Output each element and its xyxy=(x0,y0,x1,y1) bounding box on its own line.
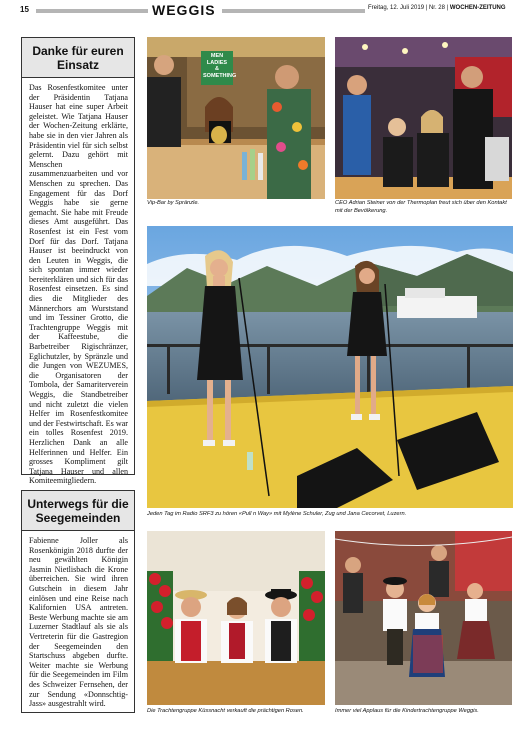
header-rule-right xyxy=(222,9,365,13)
article-thanks-box xyxy=(21,37,135,486)
caption-ceo: CEO Adrian Steiner von der Thermoplan freut sich über den Kontakt mit der Bevölkerung. xyxy=(335,200,507,214)
page-number: 15 xyxy=(20,5,29,14)
issue-meta xyxy=(368,5,506,11)
section-title: WEGGIS xyxy=(152,2,216,18)
photo-stage xyxy=(147,226,513,508)
bar-sign xyxy=(203,53,237,79)
article-seegemeinden-body: Fabienne Joller als Rosenkönigin 2018 durfte der neu gewählten Königin Jasmin Nietlisbach die Krone überreichen. Sie wird ihren Gutschein in diesem Jahr einlösen und eine Reise nach Kalifornien USA antreten. Beste Werbung machte sie am Luzerner Stadtlauf als sie als Vertreterin für die Gastregion der Seegemeinden den Startschuss abgeben durfte. Weiter machte sie Werbung für die Seegemeinden im Film des Schweizer Fernsehen, der zur Sendung «Donnschtig-Jass» ausgestrahlt wird. xyxy=(29,536,128,709)
caption-trachtengruppe: Die Trachtengruppe Küssnacht verkauft die prächtigen Rosen. xyxy=(147,708,304,714)
photo-ceo xyxy=(335,37,512,199)
caption-stage: Jeden Tag im Radio SRF3 zu hören «Pull n Way» mit Mylène Schuler, Zug und Jana Cecorvet, Luzern. xyxy=(147,511,407,517)
photo-kindertrachtengruppe xyxy=(335,531,512,705)
article-seegemeinden-box xyxy=(21,490,135,713)
bar-sign-line: & SOMETHING xyxy=(203,66,237,79)
newspaper-name: WOCHEN-ZEITUNG xyxy=(449,5,506,11)
bar-sign-line: LADIES xyxy=(206,59,228,66)
photo-trachtengruppe xyxy=(147,531,325,705)
article-thanks-title: Danke für euren Einsatz xyxy=(22,38,134,78)
meta-separator: | xyxy=(425,5,429,11)
issue-number: Nr. 28 xyxy=(428,5,445,11)
meta-separator: | xyxy=(446,5,450,11)
caption-vip-bar: Vip-Bar by Spränzle. xyxy=(147,200,200,206)
bar-sign-line: MEN xyxy=(210,53,224,59)
header-rule-left xyxy=(36,9,148,13)
caption-kindertrachtengruppe: Immer viel Applaus für die Kindertrachtengruppe Weggis. xyxy=(335,708,479,714)
issue-date: Freitag, 12. Juli 2019 xyxy=(368,5,425,11)
photo-vip-bar xyxy=(147,37,325,199)
article-thanks-body: Das Rosenfestkomitee unter der Präsidentin Tatjana Hauser hat eine super Arbeit geleistet. Wie Tatjana Hauser der Wochen-Zeitung erklärte, habe sie in den vier Jahren als Präsidentin viel für sich selbst gelernt. Dazu gehört mit Menschen zusammenzuarbeiten und vor Menschen zu sprechen. Das Engagement für das Dorf Weggis habe sie gerne gemacht. Sie habe mit Freude dieses Amt ausgeführt. Das Rosenfest ist ein Fest vom Dorf für das Dorf. Tatjana Hauser ist beeindruckt von den Leuten in Weggis, die sich spontan immer wieder bereiterklären und sich für das Rosenfest einsetzen. Es sind dies die Mitglieder des Männerchors am Wurststand und im Tessiner Grotto, die Trachtengruppe Weggis mit der Kaffeestube, die Barbetreiber Rigischränzer, Eglichutzler, by Spränzle und die Jungen von WEZUMES, die Organisatoren der Tombola, der Samariterverein Weggis, die Standbetreiber und nicht zuletzt die vielen Helfer im Rosenfestkomitee und der Festwirtschaft. Es war ein tolles Rosenfest 2019. Herzlichen Dank an alle Helferinnen und Helfer. Ein grosses Kompliment gilt Tatjana Hauser und allen Komiteemitgliedern. xyxy=(29,83,128,486)
article-seegemeinden-title: Unterwegs für die Seegemeinden xyxy=(22,491,134,531)
